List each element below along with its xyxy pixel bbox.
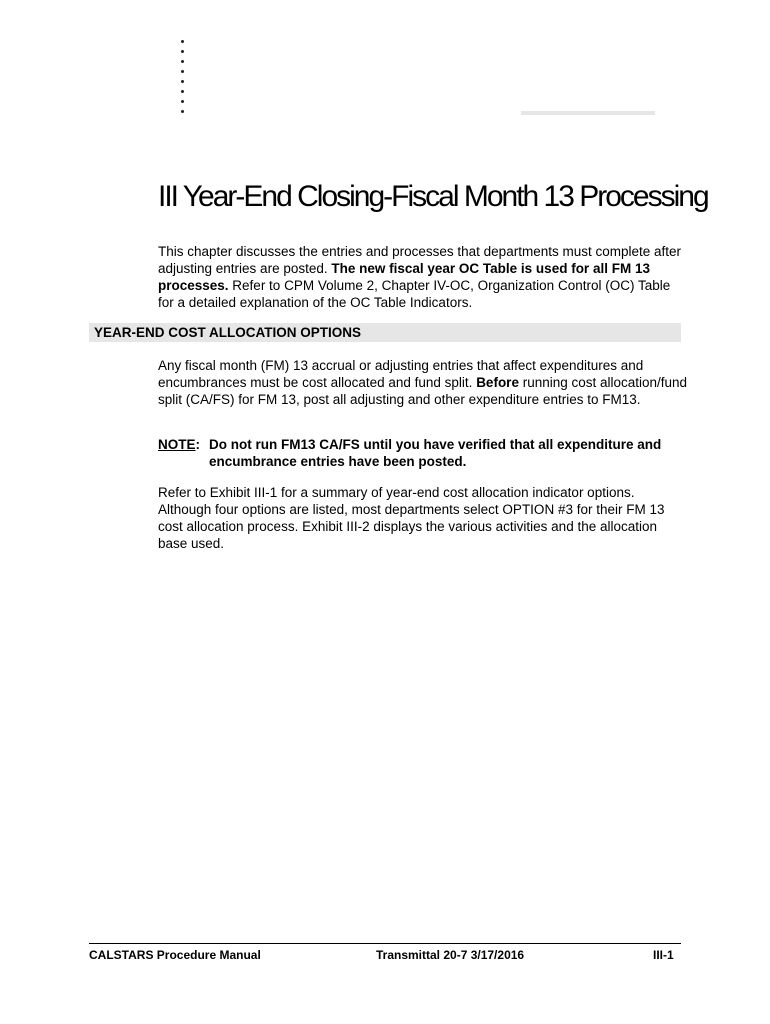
dotted-margin-decoration	[181, 40, 187, 120]
header-rule	[521, 111, 655, 115]
dot	[181, 80, 184, 83]
any-text-1: Any fiscal month (FM) 13 accrual or adjusting entries that affect expenditures and encumbrances must be cost allocated and fund split.	[158, 358, 644, 390]
dot	[181, 100, 184, 103]
dot	[181, 90, 184, 93]
intro-paragraph	[158, 243, 688, 311]
dot	[181, 40, 184, 43]
note-label: NOTE	[158, 437, 196, 452]
footer-rule	[89, 943, 681, 944]
footer-page-number: III-1	[653, 948, 674, 962]
dot	[181, 50, 184, 53]
footer-manual-name: CALSTARS Procedure Manual	[89, 948, 261, 962]
intro-bold: The new fiscal year OC Table is used for all FM 13 processes.	[158, 261, 650, 293]
any-bold: Before	[476, 375, 519, 390]
any-text-2: running cost allocation/fund split (CA/FS) for FM 13, post all adjusting and other expenditure entries to FM13.	[158, 375, 688, 407]
dot	[181, 60, 184, 63]
chapter-title: III Year-End Closing-Fiscal Month 13 Processing	[158, 180, 708, 213]
note-colon: :	[195, 437, 201, 452]
cost-allocation-paragraph	[158, 357, 688, 408]
intro-text-1: This chapter discusses the entries and processes that departments must complete after adjusting entries are posted.	[158, 244, 682, 276]
note-text: Do not run FM13 CA/FS until you have verified that all expenditure and encumbrance entries have been posted.	[209, 437, 662, 469]
footer-transmittal: Transmittal 20-7 3/17/2016	[376, 948, 525, 962]
dot	[181, 110, 184, 113]
dot	[181, 70, 184, 73]
intro-text-2: Refer to CPM Volume 2, Chapter IV-OC, Organization Control (OC) Table for a detailed explanation of the OC Table Indicators.	[158, 278, 671, 310]
note-block	[158, 436, 688, 470]
section-heading: YEAR-END COST ALLOCATION OPTIONS	[89, 323, 681, 342]
exhibit-reference-paragraph: Refer to Exhibit III-1 for a summary of year-end cost allocation indicator options. Although four options are listed, most departments select OPTION #3 for their FM 13 cost allocation process. Exhibit III-2 displays the various activities and the allocation base used.	[158, 485, 665, 551]
